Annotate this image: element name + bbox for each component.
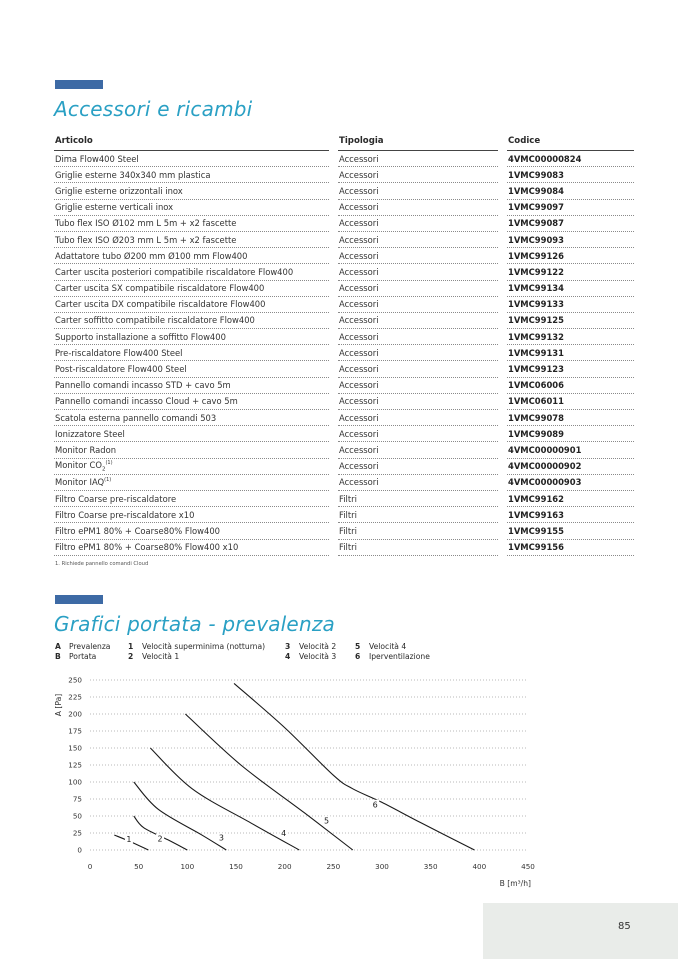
row-article-text: Pannello comandi incasso Cloud + cavo 5m bbox=[55, 396, 238, 407]
row-type: Accessori bbox=[338, 393, 498, 409]
legend-key: 1 bbox=[128, 642, 134, 651]
row-code: 1VMC99134 bbox=[507, 280, 634, 296]
row-article bbox=[54, 151, 329, 167]
row-article bbox=[54, 426, 329, 442]
row-article-text: Pannello comandi incasso STD + cavo 5m bbox=[55, 380, 231, 391]
y-tick-label: 125 bbox=[68, 760, 82, 770]
legend-axes bbox=[55, 642, 110, 661]
table-row bbox=[54, 539, 634, 555]
x-tick-label: 350 bbox=[423, 862, 438, 871]
y-tick-label: 75 bbox=[72, 794, 82, 804]
legend-label: Velocità 4 bbox=[369, 642, 407, 651]
row-code: 1VMC06011 bbox=[507, 393, 634, 409]
row-code: 1VMC99123 bbox=[507, 361, 634, 377]
row-article bbox=[54, 474, 329, 490]
row-type: Accessori bbox=[338, 474, 498, 490]
y-tick-label: 150 bbox=[68, 743, 82, 753]
table-row bbox=[54, 345, 634, 361]
row-article bbox=[54, 296, 329, 312]
row-article-text: Tubo flex ISO Ø203 mm L 5m + x2 fascette bbox=[55, 234, 237, 245]
row-type: Accessori bbox=[338, 426, 498, 442]
row-code: 1VMC99155 bbox=[507, 523, 634, 539]
x-tick-label: 150 bbox=[229, 862, 243, 871]
row-code: 4VMC00000824 bbox=[507, 151, 634, 167]
row-article bbox=[54, 523, 329, 539]
table-row bbox=[54, 361, 634, 377]
row-type: Accessori bbox=[338, 410, 498, 426]
row-code: 1VMC99083 bbox=[507, 167, 634, 183]
table-row bbox=[54, 248, 634, 264]
y-axis-label: A [Pa] bbox=[54, 693, 63, 717]
row-code: 1VMC99131 bbox=[507, 345, 634, 361]
legend-entry bbox=[355, 652, 430, 662]
row-article-text: Filtro ePM1 80% + Coarse80% Flow400 x10 bbox=[55, 542, 239, 553]
row-type: Accessori bbox=[338, 377, 498, 393]
row-article-text: Monitor CO bbox=[55, 459, 102, 470]
row-code: 1VMC06006 bbox=[507, 377, 634, 393]
row-article bbox=[54, 361, 329, 377]
table-row bbox=[54, 264, 634, 280]
row-article bbox=[54, 199, 329, 215]
row-article-text: Filtro Coarse pre-riscaldatore bbox=[55, 493, 177, 504]
row-code: 1VMC99126 bbox=[507, 248, 634, 264]
series-label-3: 3 bbox=[218, 833, 224, 843]
row-article-text: Carter uscita posteriori compatibile riscaldatore Flow400 bbox=[55, 266, 294, 277]
row-type: Accessori bbox=[338, 345, 498, 361]
legend-label: Velocità 1 bbox=[142, 651, 180, 661]
row-code: 1VMC99156 bbox=[507, 539, 634, 555]
series-label-4: 4 bbox=[281, 828, 287, 838]
row-article bbox=[54, 410, 329, 426]
row-article-footnote-ref: (1) bbox=[105, 460, 113, 467]
row-article-text: Monitor Radon bbox=[55, 444, 117, 455]
footnote: 1. Richiede pannello comandi Cloud bbox=[55, 561, 149, 567]
legend-entry bbox=[55, 652, 110, 662]
row-type: Accessori bbox=[338, 264, 498, 280]
legend-label: Velocità 2 bbox=[299, 642, 337, 651]
row-article-text: Tubo flex ISO Ø102 mm L 5m + x2 fascette bbox=[55, 218, 237, 229]
row-code: 1VMC99078 bbox=[507, 410, 634, 426]
row-article-text: Carter uscita SX compatibile riscaldatore Flow400 bbox=[55, 283, 265, 294]
table-row bbox=[54, 393, 634, 409]
row-type: Accessori bbox=[338, 458, 498, 474]
table-row bbox=[54, 151, 634, 167]
table-row bbox=[54, 280, 634, 296]
legend-label: Portata bbox=[69, 651, 97, 661]
row-code: 4VMC00000903 bbox=[507, 474, 634, 490]
table-row bbox=[54, 474, 634, 490]
row-article bbox=[54, 458, 329, 474]
row-type: Accessori bbox=[338, 248, 498, 264]
row-article bbox=[54, 507, 329, 523]
row-article bbox=[54, 167, 329, 183]
legend-speeds-1 bbox=[128, 642, 265, 661]
row-type: Accessori bbox=[338, 361, 498, 377]
chart-section-title: Grafici portata - prevalenza bbox=[54, 612, 335, 636]
y-tick-label: 0 bbox=[77, 845, 82, 855]
series-label-6: 6 bbox=[372, 800, 378, 810]
legend-label: Prevalenza bbox=[69, 642, 111, 651]
row-type: Accessori bbox=[338, 280, 498, 296]
table-row bbox=[54, 458, 634, 474]
x-axis-label: B [m³/h] bbox=[499, 879, 531, 888]
row-type: Accessori bbox=[338, 215, 498, 231]
table-row bbox=[54, 426, 634, 442]
row-article-text: Griglie esterne 340x340 mm plastica bbox=[55, 169, 211, 180]
row-article-text: Filtro ePM1 80% + Coarse80% Flow400 bbox=[55, 525, 221, 536]
row-type: Accessori bbox=[338, 167, 498, 183]
legend-key: 4 bbox=[285, 651, 291, 661]
row-article-footnote-ref: (1) bbox=[104, 477, 112, 484]
row-article-text: Monitor IAQ bbox=[55, 477, 105, 488]
table-row bbox=[54, 231, 634, 247]
row-code: 1VMC99093 bbox=[507, 231, 634, 247]
x-tick-label: 0 bbox=[87, 862, 93, 871]
x-tick-label: 400 bbox=[472, 862, 487, 871]
row-article bbox=[54, 312, 329, 328]
flow-pressure-chart bbox=[0, 670, 678, 895]
row-type: Accessori bbox=[338, 151, 498, 167]
row-type: Filtri bbox=[338, 507, 498, 523]
row-code: 1VMC99163 bbox=[507, 507, 634, 523]
row-type: Accessori bbox=[338, 183, 498, 199]
row-code: 4VMC00000901 bbox=[507, 442, 634, 458]
y-tick-label: 200 bbox=[68, 709, 82, 719]
row-type: Accessori bbox=[338, 442, 498, 458]
row-article-text: Griglie esterne verticali inox bbox=[55, 202, 174, 213]
table-row bbox=[54, 296, 634, 312]
row-code: 1VMC99125 bbox=[507, 312, 634, 328]
row-code: 1VMC99097 bbox=[507, 199, 634, 215]
row-code: 1VMC99133 bbox=[507, 296, 634, 312]
row-article-text: Griglie esterne orizzontali inox bbox=[55, 185, 183, 196]
x-tick-label: 200 bbox=[277, 862, 292, 871]
row-article bbox=[54, 490, 329, 506]
row-type: Filtri bbox=[338, 490, 498, 506]
row-article bbox=[54, 183, 329, 199]
table-row bbox=[54, 329, 634, 345]
legend-label: Velocità superminima (notturna) bbox=[142, 642, 266, 651]
row-type: Accessori bbox=[338, 199, 498, 215]
table-row bbox=[54, 523, 634, 539]
x-tick-label: 250 bbox=[326, 862, 341, 871]
row-article bbox=[54, 345, 329, 361]
legend-entry bbox=[128, 652, 265, 662]
legend-speeds-3 bbox=[355, 642, 430, 661]
x-tick-label: 100 bbox=[180, 862, 195, 871]
accessories-table bbox=[54, 132, 634, 556]
accessories-accent-bar bbox=[55, 80, 103, 89]
row-code: 1VMC99087 bbox=[507, 215, 634, 231]
legend-key: A bbox=[55, 642, 61, 651]
legend-key: 2 bbox=[128, 651, 134, 661]
legend-label: Velocità 3 bbox=[299, 651, 337, 661]
row-article bbox=[54, 231, 329, 247]
y-tick-label: 100 bbox=[68, 777, 82, 787]
row-code: 1VMC99132 bbox=[507, 329, 634, 345]
header-code: Codice bbox=[507, 132, 634, 151]
legend-entry bbox=[128, 642, 265, 652]
row-article-text: Filtro Coarse pre-riscaldatore x10 bbox=[55, 509, 195, 520]
x-tick-label: 450 bbox=[521, 862, 535, 871]
row-article bbox=[54, 248, 329, 264]
header-article: Articolo bbox=[54, 132, 329, 151]
y-tick-label: 25 bbox=[72, 828, 82, 838]
table-row bbox=[54, 377, 634, 393]
table-row bbox=[54, 507, 634, 523]
row-code: 4VMC00000902 bbox=[507, 458, 634, 474]
row-article-text: Ionizzatore Steel bbox=[55, 428, 125, 439]
row-article bbox=[54, 539, 329, 555]
row-type: Filtri bbox=[338, 539, 498, 555]
row-article bbox=[54, 329, 329, 345]
y-tick-label: 225 bbox=[68, 692, 82, 702]
legend-key: 5 bbox=[355, 642, 361, 651]
accessories-title: Accessori e ricambi bbox=[54, 97, 253, 121]
table-row bbox=[54, 442, 634, 458]
x-tick-label: 50 bbox=[134, 862, 144, 871]
row-article-text: Carter uscita DX compatibile riscaldatore Flow400 bbox=[55, 299, 266, 310]
page-corner-block bbox=[483, 903, 678, 959]
row-article-text: Supporto installazione a soffitto Flow400 bbox=[55, 331, 226, 342]
y-tick-label: 250 bbox=[68, 675, 82, 685]
legend-entry bbox=[355, 642, 430, 652]
y-tick-label: 50 bbox=[72, 811, 82, 821]
series-label-2: 2 bbox=[157, 834, 163, 844]
row-article-text: Adattatore tubo Ø200 mm Ø100 mm Flow400 bbox=[55, 250, 248, 261]
row-article-text: Post-riscaldatore Flow400 Steel bbox=[55, 364, 187, 375]
row-type: Accessori bbox=[338, 329, 498, 345]
chart-accent-bar bbox=[55, 595, 103, 604]
row-article bbox=[54, 393, 329, 409]
row-type: Filtri bbox=[338, 523, 498, 539]
table-header-row bbox=[54, 132, 634, 151]
row-type: Accessori bbox=[338, 231, 498, 247]
legend-speeds-2 bbox=[285, 642, 336, 661]
legend-entry bbox=[55, 642, 110, 652]
row-article-text: Dima Flow400 Steel bbox=[55, 153, 139, 164]
x-tick-label: 300 bbox=[375, 862, 389, 871]
table-row bbox=[54, 490, 634, 506]
row-article-text: Carter soffitto compatibile riscaldatore Flow400 bbox=[55, 315, 255, 326]
row-article bbox=[54, 377, 329, 393]
legend-entry bbox=[285, 642, 336, 652]
row-article-text: Scatola esterna pannello comandi 503 bbox=[55, 412, 217, 423]
series-line-6 bbox=[234, 683, 474, 850]
row-type: Accessori bbox=[338, 296, 498, 312]
legend-key: 3 bbox=[285, 642, 291, 651]
row-article bbox=[54, 442, 329, 458]
table-row bbox=[54, 183, 634, 199]
row-article bbox=[54, 264, 329, 280]
series-label-1: 1 bbox=[126, 834, 132, 844]
row-article-text: Pre-riscaldatore Flow400 Steel bbox=[55, 347, 183, 358]
legend-key: B bbox=[55, 651, 61, 661]
legend-entry bbox=[285, 652, 336, 662]
row-code: 1VMC99162 bbox=[507, 490, 634, 506]
row-type: Accessori bbox=[338, 312, 498, 328]
page-number: 85 bbox=[618, 921, 631, 932]
table-row bbox=[54, 312, 634, 328]
table-row bbox=[54, 410, 634, 426]
legend-key: 6 bbox=[355, 651, 361, 661]
series-label-5: 5 bbox=[323, 816, 330, 826]
table-row bbox=[54, 167, 634, 183]
row-code: 1VMC99089 bbox=[507, 426, 634, 442]
legend-label: Iperventilazione bbox=[369, 651, 430, 661]
header-type: Tipologia bbox=[338, 132, 498, 151]
row-article bbox=[54, 215, 329, 231]
row-code: 1VMC99084 bbox=[507, 183, 634, 199]
row-code: 1VMC99122 bbox=[507, 264, 634, 280]
row-article-subscript: 2 bbox=[101, 466, 106, 473]
table-row bbox=[54, 215, 634, 231]
y-tick-label: 175 bbox=[68, 726, 82, 736]
row-article bbox=[54, 280, 329, 296]
table-row bbox=[54, 199, 634, 215]
